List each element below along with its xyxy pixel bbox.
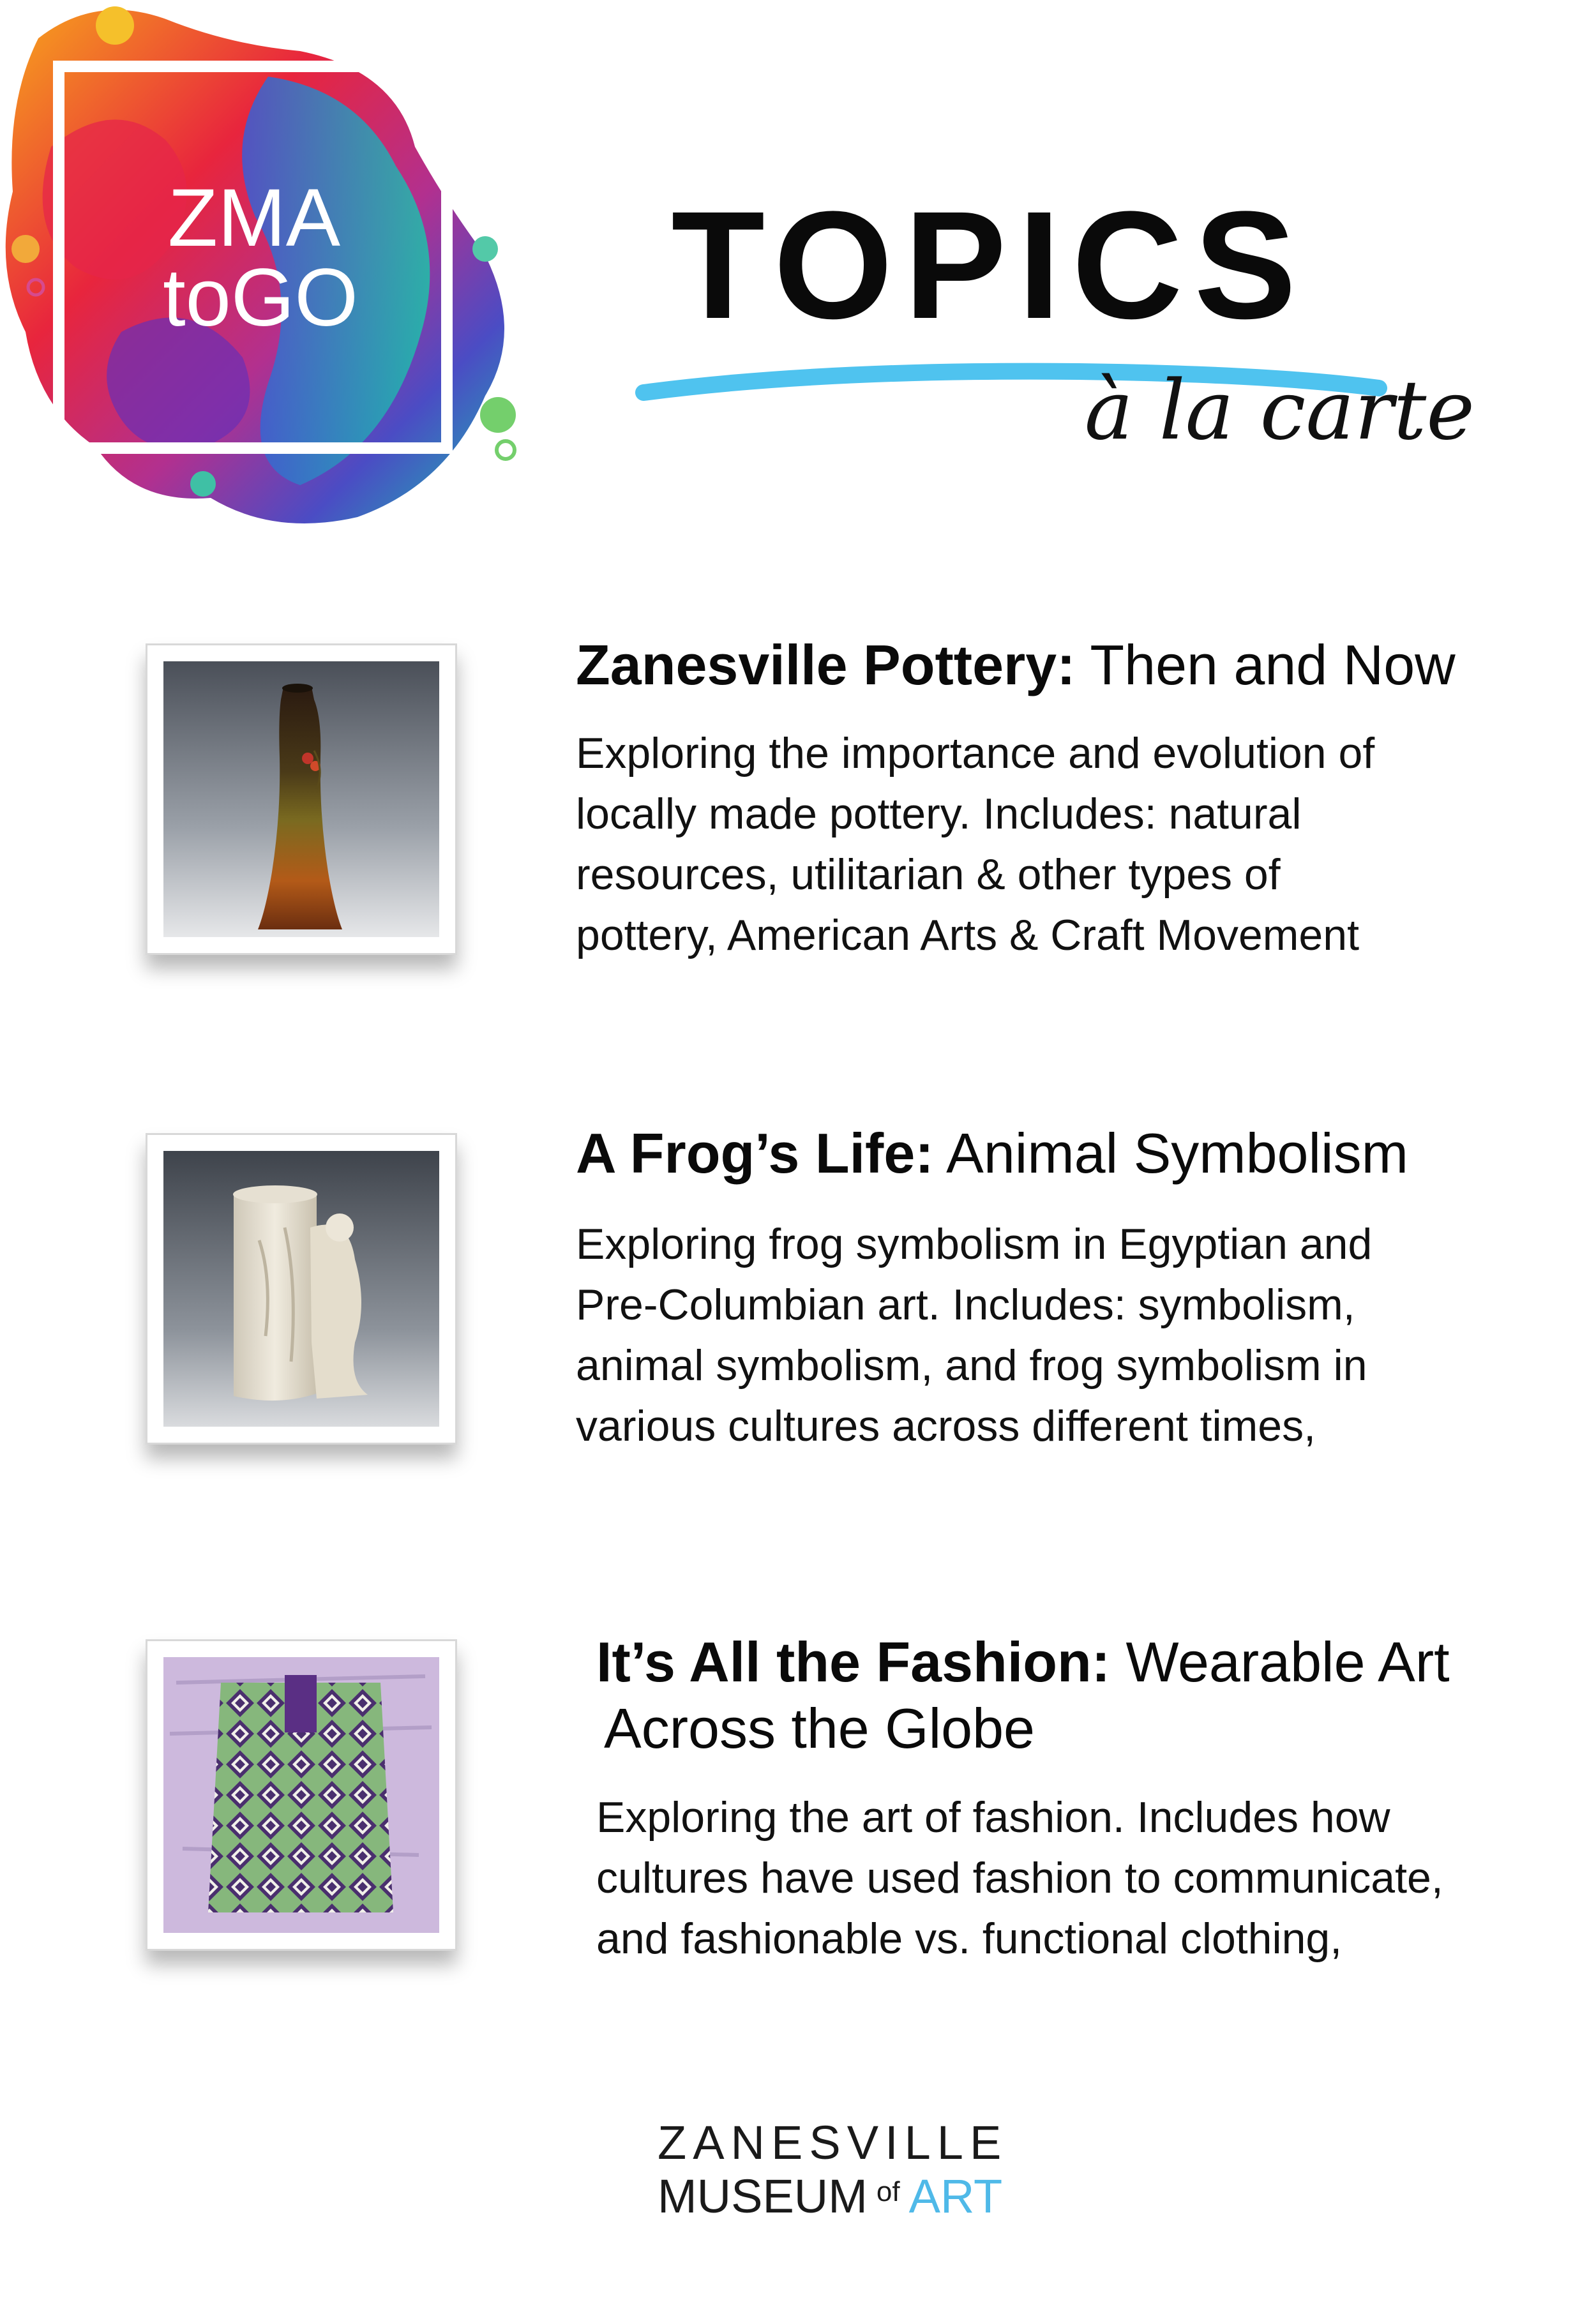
footer-logo-of: of — [876, 2176, 900, 2207]
desc-line: resources, utilitarian & other types of — [576, 850, 1281, 899]
topic-1-title — [576, 632, 1456, 698]
topic-3-title-rest: Wearable Art — [1125, 1630, 1450, 1694]
desc-line: Exploring the importance and evolution of — [576, 729, 1375, 777]
topic-3-description — [596, 1787, 1443, 1969]
footer-logo-museum: MUSEUM — [658, 2170, 868, 2223]
textile-garment-photo — [163, 1657, 439, 1933]
topic-1-title-bold: Zanesville Pottery: — [576, 633, 1076, 696]
topic-2-title — [576, 1120, 1408, 1187]
desc-line: cultures have used fashion to communicate, — [596, 1854, 1443, 1902]
topic-2-description — [576, 1214, 1372, 1457]
desc-line: various cultures across different times, — [576, 1402, 1316, 1450]
topic-3-title — [596, 1629, 1450, 1762]
topic-2-title-rest: Animal Symbolism — [946, 1122, 1408, 1185]
desc-line: and fashionable vs. functional clothing, — [596, 1914, 1343, 1963]
page-subtitle: à la carte — [1084, 363, 1475, 458]
topic-3-title-bold: It’s All the Fashion: — [596, 1630, 1111, 1694]
topic-2-title-bold: A Frog’s Life: — [576, 1122, 934, 1185]
footer-logo-art: ART — [908, 2170, 1003, 2223]
frog-vase-photo-frame — [146, 1133, 457, 1445]
desc-line: Exploring frog symbolism in Egyptian and — [576, 1220, 1373, 1268]
topic-1-title-rest: Then and Now — [1090, 633, 1456, 696]
zanesville-museum-of-art-logo — [658, 2116, 1015, 2223]
zma-togo-logo — [0, 0, 523, 530]
vase-photo-frame — [146, 643, 457, 955]
textile-garment-photo-frame — [146, 1639, 457, 1951]
topic-3-title-line2: Across the Globe — [604, 1696, 1035, 1760]
topic-1-description — [576, 723, 1374, 966]
footer-logo-line2 — [658, 2170, 1003, 2223]
desc-line: animal symbolism, and frog symbolism in — [576, 1341, 1367, 1390]
desc-line: locally made pottery. Includes: natural — [576, 790, 1302, 838]
page-title: TOPICS — [671, 179, 1308, 350]
logo-line1: ZMA — [167, 172, 341, 264]
desc-line: Exploring the art of fashion. Includes how — [596, 1793, 1390, 1842]
footer-logo-line1: ZANESVILLE — [658, 2116, 1008, 2169]
desc-line: pottery, American Arts & Craft Movement — [576, 911, 1359, 959]
vase-photo — [163, 661, 439, 937]
logo-line2: toGO — [163, 252, 358, 343]
frog-vase-photo — [163, 1151, 439, 1427]
desc-line: Pre-Columbian art. Includes: symbolism, — [576, 1281, 1355, 1329]
